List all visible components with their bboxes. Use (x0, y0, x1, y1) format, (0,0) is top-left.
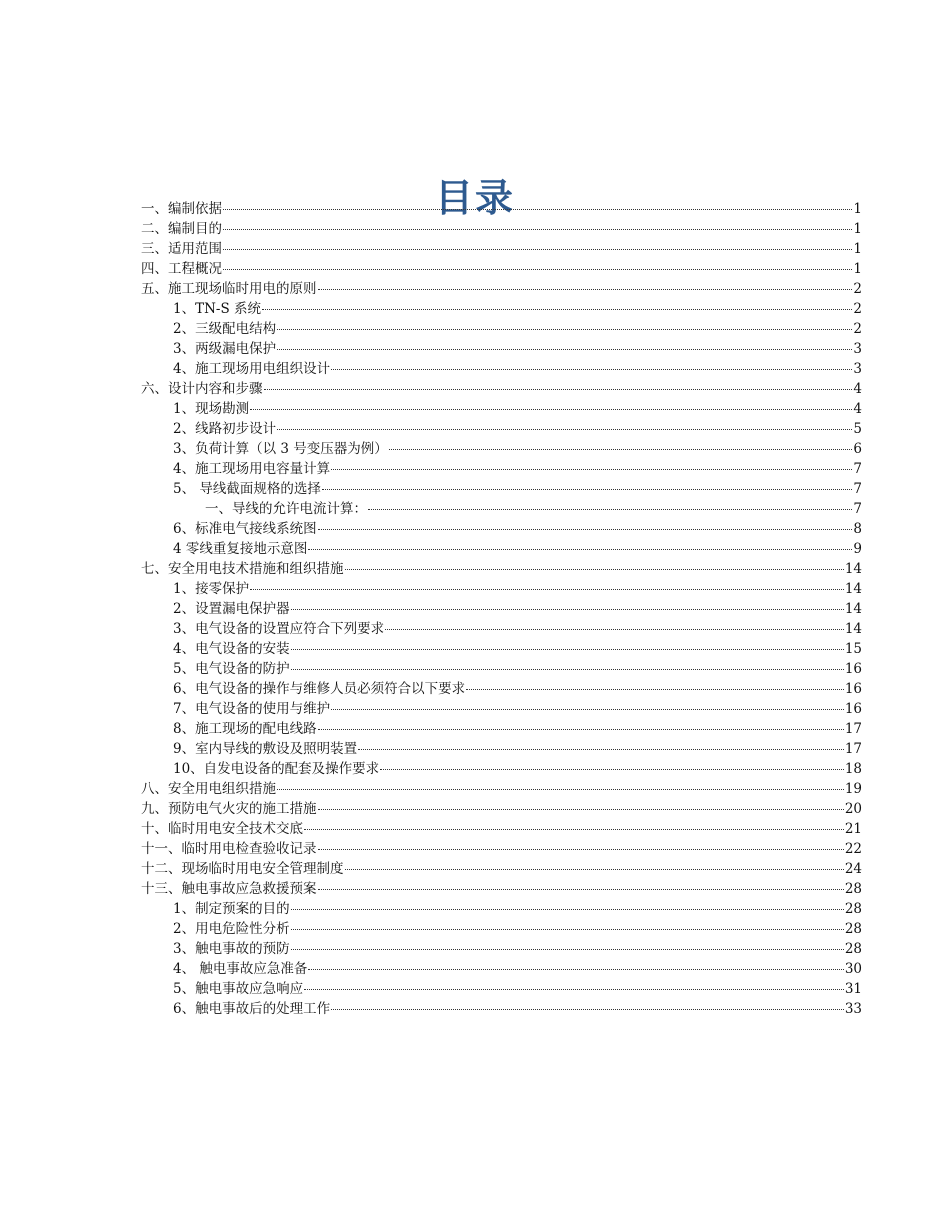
toc-entry-text: 8、施工现场的配电线路 (173, 721, 317, 737)
toc-entry[interactable] (141, 759, 862, 779)
toc-page-number: 2 (853, 301, 862, 317)
toc-entry-text: 十、临时用电安全技术交底 (141, 821, 303, 837)
toc-entry[interactable] (141, 819, 862, 839)
toc-dot-leader (291, 949, 844, 950)
toc-entry[interactable] (141, 319, 862, 339)
toc-dot-leader (308, 969, 843, 970)
toc-dot-leader (331, 469, 852, 470)
toc-entry-text: 4、电气设备的安装 (173, 641, 290, 657)
toc-dot-leader (380, 769, 844, 770)
toc-entry-text: 4、施工现场用电容量计算 (173, 461, 331, 477)
toc-entry-text: 2、用电危险性分析 (173, 921, 290, 937)
toc-page-number: 14 (844, 561, 862, 577)
toc-page-number: 14 (844, 621, 862, 637)
toc-entry-text: 十二、现场临时用电安全管理制度 (141, 861, 344, 877)
toc-entry[interactable] (141, 779, 862, 799)
toc-entry-text: 4、施工现场用电组织设计 (173, 361, 331, 377)
toc-entry-text: 八、安全用电组织措施 (141, 781, 276, 797)
toc-entry-text: 1、制定预案的目的 (173, 901, 290, 917)
toc-entry-text: 9、室内导线的敷设及照明装置 (173, 741, 358, 757)
toc-entry-text: 7、电气设备的使用与维护 (173, 701, 331, 717)
table-of-contents (141, 199, 862, 1019)
toc-entry[interactable] (141, 399, 862, 419)
toc-dot-leader (304, 989, 844, 990)
toc-page-number: 21 (844, 821, 862, 837)
toc-page-number: 7 (853, 461, 862, 477)
toc-entry[interactable] (141, 199, 862, 219)
toc-dot-leader (308, 549, 852, 550)
toc-entry[interactable] (141, 699, 862, 719)
toc-dot-leader (277, 329, 852, 330)
toc-entry[interactable] (141, 519, 862, 539)
toc-entry-text: 3、负荷计算（以 3 号变压器为例） (173, 441, 388, 457)
toc-dot-leader (291, 609, 844, 610)
toc-page-number: 28 (844, 941, 862, 957)
toc-entry-text: 七、安全用电技术措施和组织措施 (141, 561, 344, 577)
toc-page-number: 28 (844, 921, 862, 937)
toc-entry-text: 九、预防电气火灾的施工措施 (141, 801, 317, 817)
toc-entry[interactable] (141, 839, 862, 859)
toc-entry-text: 一、编制依据 (141, 201, 222, 217)
toc-entry-text: 2、线路初步设计 (173, 421, 277, 437)
toc-dot-leader (264, 389, 853, 390)
toc-dot-leader (345, 869, 844, 870)
toc-dot-leader (389, 449, 853, 450)
toc-entry-text: 5、 导线截面规格的选择 (173, 481, 321, 497)
toc-page-number: 7 (853, 481, 862, 497)
toc-page-number: 1 (853, 201, 862, 217)
toc-entry-text: 3、电气设备的设置应符合下列要求 (173, 621, 385, 637)
toc-entry[interactable] (141, 739, 862, 759)
toc-entry-text: 5、触电事故应急响应 (173, 981, 304, 997)
toc-entry-text: 3、两级漏电保护 (173, 341, 277, 357)
toc-dot-leader (322, 489, 853, 490)
toc-dot-leader (345, 569, 844, 570)
toc-entry[interactable] (141, 259, 862, 279)
toc-page-number: 19 (844, 781, 862, 797)
toc-entry[interactable] (141, 539, 862, 559)
toc-page-number: 3 (853, 341, 862, 357)
toc-entry-text: 2、三级配电结构 (173, 321, 277, 337)
toc-entry[interactable] (141, 659, 862, 679)
toc-page-number: 30 (844, 961, 862, 977)
toc-entry[interactable] (141, 459, 862, 479)
toc-dot-leader (318, 849, 844, 850)
toc-entry[interactable] (141, 499, 862, 519)
toc-entry[interactable] (141, 419, 862, 439)
toc-page-number: 16 (844, 681, 862, 697)
toc-entry-text: 1、接零保护 (173, 581, 250, 597)
toc-entry-text: 4、 触电事故应急准备 (173, 961, 308, 977)
toc-dot-leader (250, 589, 844, 590)
toc-page-number: 14 (844, 601, 862, 617)
toc-dot-leader (318, 289, 853, 290)
toc-entry[interactable] (141, 359, 862, 379)
toc-entry-text: 6、标准电气接线系统图 (173, 521, 317, 537)
toc-entry-text: 6、触电事故后的处理工作 (173, 1001, 331, 1017)
toc-dot-leader (318, 529, 853, 530)
toc-dot-leader (331, 1009, 844, 1010)
toc-entry[interactable] (141, 219, 862, 239)
toc-dot-leader (250, 409, 852, 410)
toc-page-number: 31 (844, 981, 862, 997)
toc-entry[interactable] (141, 999, 862, 1019)
toc-entry-text: 十三、触电事故应急救援预案 (141, 881, 317, 897)
toc-entry[interactable] (141, 339, 862, 359)
toc-entry-text: 1、TN-S 系统 (173, 301, 262, 317)
toc-entry-text: 3、触电事故的预防 (173, 941, 290, 957)
toc-page-number: 4 (853, 381, 862, 397)
toc-page-number: 3 (853, 361, 862, 377)
toc-entry-text: 6、电气设备的操作与维修人员必须符合以下要求 (173, 681, 466, 697)
toc-entry[interactable] (141, 879, 862, 899)
toc-page-number: 28 (844, 901, 862, 917)
toc-entry[interactable] (141, 919, 862, 939)
toc-dot-leader (291, 929, 844, 930)
toc-page-number: 5 (853, 421, 862, 437)
toc-page-number: 16 (844, 701, 862, 717)
toc-dot-leader (385, 629, 844, 630)
toc-entry[interactable] (141, 579, 862, 599)
toc-entry[interactable] (141, 559, 862, 579)
toc-page-number: 20 (844, 801, 862, 817)
toc-dot-leader (277, 429, 852, 430)
toc-dot-leader (466, 689, 844, 690)
toc-title: 目录 (434, 176, 515, 221)
toc-page-number: 7 (853, 501, 862, 517)
toc-dot-leader (368, 509, 852, 510)
toc-entry-text: 1、现场勘测 (173, 401, 250, 417)
toc-entry[interactable] (141, 719, 862, 739)
toc-dot-leader (331, 709, 844, 710)
toc-dot-leader (223, 269, 852, 270)
toc-entry[interactable] (141, 279, 862, 299)
toc-entry[interactable] (141, 379, 862, 399)
toc-entry[interactable] (141, 859, 862, 879)
toc-entry[interactable] (141, 979, 862, 999)
toc-page-number: 28 (844, 881, 862, 897)
toc-entry[interactable] (141, 239, 862, 259)
toc-entry[interactable] (141, 959, 862, 979)
toc-page-number: 33 (844, 1001, 862, 1017)
toc-entry-text: 六、设计内容和步骤 (141, 381, 263, 397)
toc-dot-leader (318, 809, 844, 810)
toc-entry[interactable] (141, 639, 862, 659)
toc-page-number: 14 (844, 581, 862, 597)
toc-entry[interactable] (141, 299, 862, 319)
toc-page-number: 4 (853, 401, 862, 417)
toc-page-number: 22 (844, 841, 862, 857)
toc-page-number: 17 (844, 741, 862, 757)
toc-entry[interactable] (141, 939, 862, 959)
toc-page-number: 8 (853, 521, 862, 537)
toc-page-number: 24 (844, 861, 862, 877)
toc-dot-leader (291, 909, 844, 910)
toc-entry[interactable] (141, 439, 862, 459)
toc-entry[interactable] (141, 479, 862, 499)
toc-page-number: 15 (844, 641, 862, 657)
toc-page-number: 6 (853, 441, 862, 457)
toc-entry-text: 十一、临时用电检查验收记录 (141, 841, 317, 857)
toc-dot-leader (304, 829, 844, 830)
toc-page-number: 18 (844, 761, 862, 777)
toc-entry-text: 二、编制目的 (141, 221, 222, 237)
toc-page-number: 16 (844, 661, 862, 677)
toc-dot-leader (291, 669, 844, 670)
toc-dot-leader (223, 209, 852, 210)
toc-dot-leader (262, 309, 852, 310)
toc-entry-text: 5、电气设备的防护 (173, 661, 290, 677)
toc-entry-text: 一、导线的允许电流计算： (205, 501, 367, 517)
toc-page-number: 2 (853, 321, 862, 337)
toc-page-number: 2 (853, 281, 862, 297)
toc-dot-leader (331, 369, 852, 370)
toc-page-number: 1 (853, 241, 862, 257)
toc-dot-leader (318, 889, 844, 890)
toc-entry-text: 2、设置漏电保护器 (173, 601, 290, 617)
toc-entry[interactable] (141, 899, 862, 919)
toc-dot-leader (223, 229, 852, 230)
toc-entry-text: 五、施工现场临时用电的原则 (141, 281, 317, 297)
toc-entry-text: 10、自发电设备的配套及操作要求 (173, 761, 380, 777)
toc-dot-leader (223, 249, 852, 250)
toc-page-number: 9 (853, 541, 862, 557)
toc-page-number: 1 (853, 221, 862, 237)
toc-entry-text: 四、工程概况 (141, 261, 222, 277)
toc-entry-text: 4 零线重复接地示意图 (173, 541, 308, 557)
toc-dot-leader (318, 729, 844, 730)
toc-dot-leader (358, 749, 844, 750)
toc-entry-text: 三、适用范围 (141, 241, 222, 257)
toc-dot-leader (277, 349, 852, 350)
toc-dot-leader (291, 649, 844, 650)
toc-dot-leader (277, 789, 844, 790)
toc-entry[interactable] (141, 599, 862, 619)
toc-entry[interactable] (141, 799, 862, 819)
toc-entry[interactable] (141, 619, 862, 639)
toc-entry[interactable] (141, 679, 862, 699)
toc-page-number: 1 (853, 261, 862, 277)
toc-page-number: 17 (844, 721, 862, 737)
